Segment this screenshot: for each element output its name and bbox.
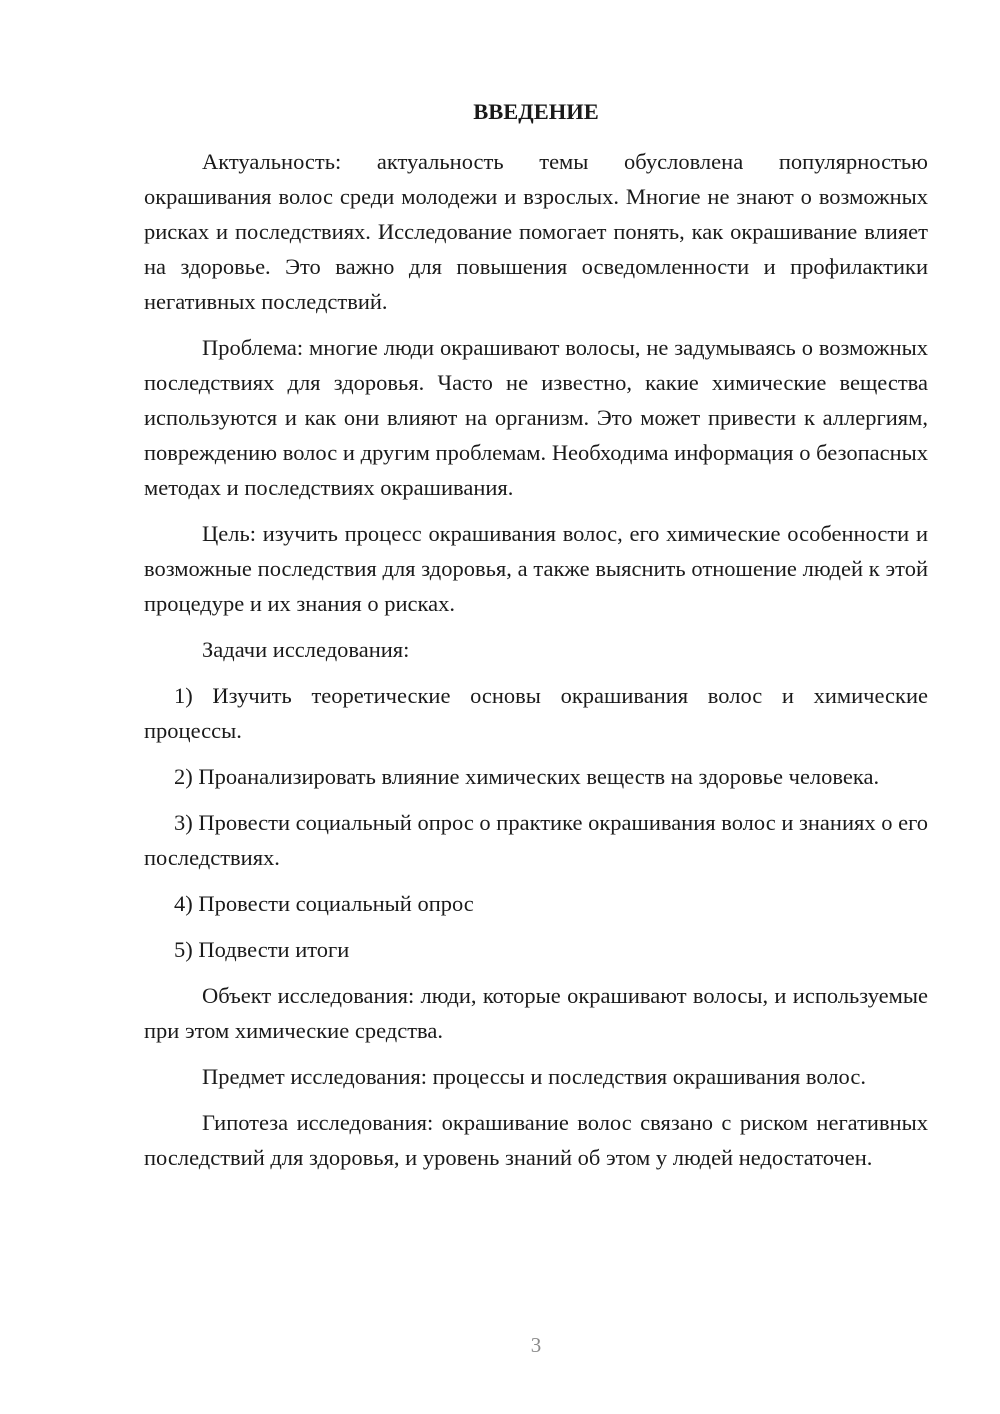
task-item-2: 2) Проанализировать влияние химических веществ на здоровье человека. — [174, 764, 880, 789]
hypothesis-paragraph: Гипотеза исследования: окрашивание волос связано с риском негативных последствий для здоровья, и уровень знаний об этом у людей недостаточен. — [144, 1110, 928, 1170]
object-paragraph: Объект исследования: люди, которые окрашивают волосы, и используемые при этом химические средства. — [144, 983, 928, 1043]
task-item-4: 4) Провести социальный опрос — [174, 891, 474, 916]
problem-paragraph: Проблема: многие люди окрашивают волосы, не задумываясь о возможных последствиях для здоровья. Часто не известно, какие химические вещества используются и как они влияют на организм. Это может привести к аллергиям, повреждению волос и другим проблемам. Необходима информация о безопасных методах и последствиях окрашивания. — [144, 335, 928, 500]
task-item-5: 5) Подвести итоги — [174, 937, 350, 962]
page-title: ВВЕДЕНИЕ — [473, 99, 599, 124]
task-item-1: 1) Изучить теоретические основы окрашивания волос и химические процессы. — [144, 683, 928, 743]
task-item-3: 3) Провести социальный опрос о практике окрашивания волос и знаниях о его последствиях. — [144, 810, 928, 870]
tasks-heading: Задачи исследования: — [202, 637, 410, 662]
goal-paragraph: Цель: изучить процесс окрашивания волос, его химические особенности и возможные последствия для здоровья, а также выяснить отношение людей к этой процедуре и их знания о рисках. — [144, 521, 928, 616]
relevance-paragraph: Актуальность: актуальность темы обусловлена популярностью окрашивания волос среди молодежи и взрослых. Многие не знают о возможных рисках и последствиях. Исследование помогает понять, как окрашивание влияет на здоровье. Это важно для повышения осведомленности и профилактики негативных последствий. — [144, 149, 928, 314]
page-number: 3 — [530, 1333, 542, 1357]
document-page — [144, 92, 928, 1186]
subject-paragraph: Предмет исследования: процессы и последствия окрашивания волос. — [202, 1064, 866, 1089]
